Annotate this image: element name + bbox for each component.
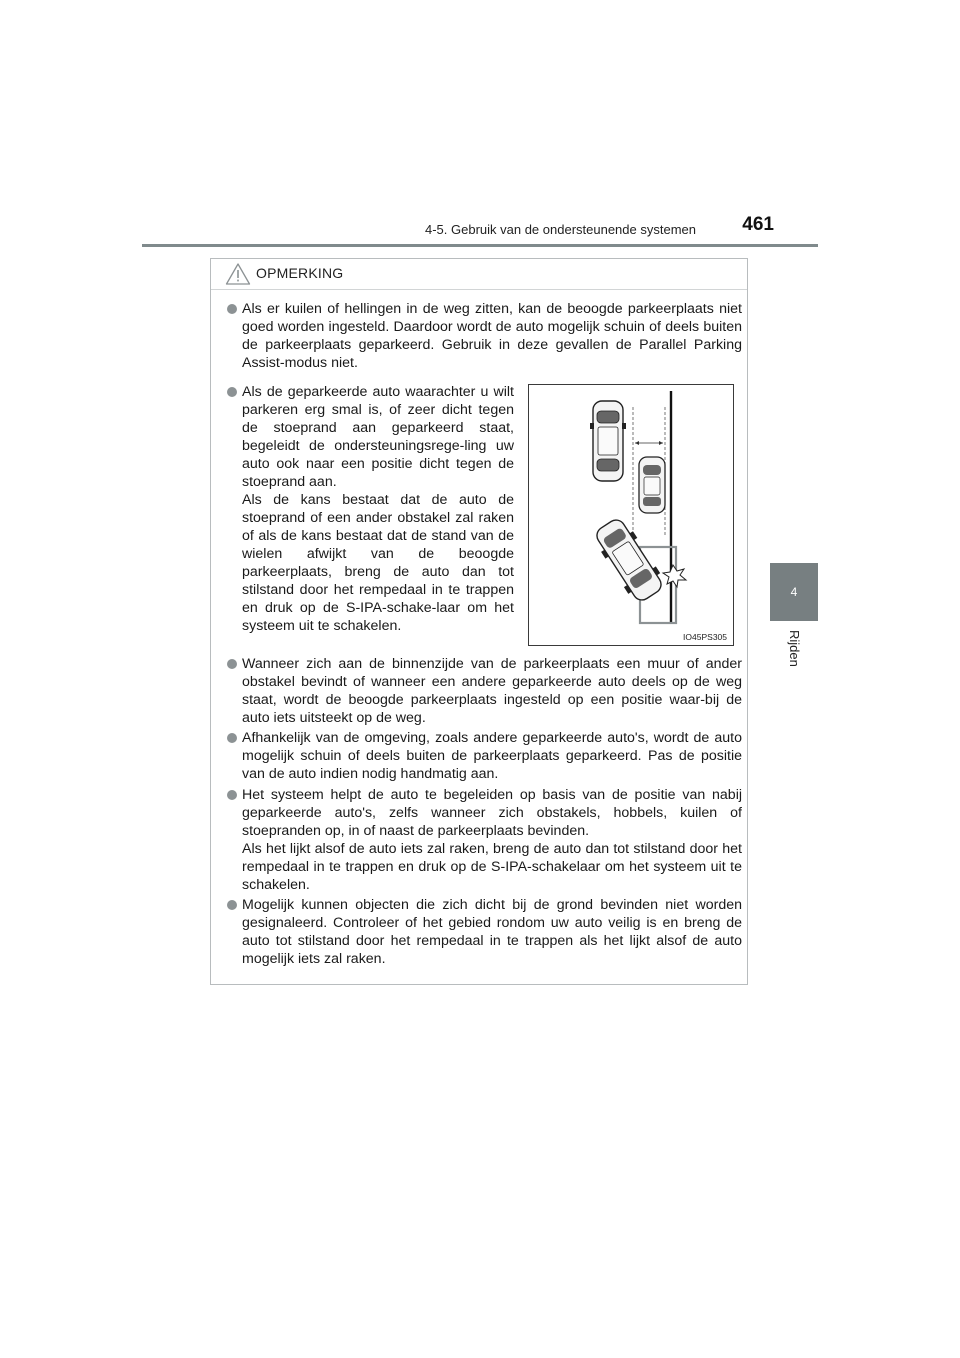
header-rule xyxy=(142,244,818,247)
notice-item xyxy=(242,896,742,968)
notice-item-text: Afhankelijk van de omgeving, zoals andere geparkeerde auto's, wordt de auto mogelijk schuin of deels buiten de parkeerplaats geparkeerd. Pas de positie van de auto indien nodig handmatig aan. xyxy=(242,730,742,782)
notice-item-text: Wanneer zich aan de binnenzijde van de parkeerplaats een muur of ander obstakel bevindt of wanneer een andere geparkeerde auto deels op de weg staat, wordt de beoogde parkeerplaats ingesteld op een positie waar-bij de auto iets uitsteekt op de weg. xyxy=(242,656,742,726)
bullet-icon xyxy=(227,304,237,314)
notice-item xyxy=(242,729,742,783)
notice-item xyxy=(242,300,742,372)
notice-item-text: Het systeem helpt de auto te begeleiden op basis van de positie van nabij geparkeerde auto's, zelfs wanneer zich obstakels, hobbels, kuilen of stoepranden op, in of naast de parkeerplaats bevinden. xyxy=(242,787,742,839)
bullet-icon xyxy=(227,387,237,397)
section-title: 4-5. Gebruik van de ondersteunende systemen xyxy=(424,222,696,237)
notice-box xyxy=(210,258,748,985)
notice-title: OPMERKING xyxy=(256,265,344,281)
chapter-tab: 4 xyxy=(770,563,818,621)
bullet-icon xyxy=(227,659,237,669)
maneuvering-car xyxy=(590,514,668,605)
warning-triangle-icon xyxy=(225,262,251,286)
chapter-label-text: Rijden xyxy=(787,630,802,667)
bullet-icon xyxy=(227,790,237,800)
parked-car-curb xyxy=(639,457,665,513)
chapter-label xyxy=(770,630,818,690)
page-header xyxy=(142,208,818,248)
bullet-icon xyxy=(227,733,237,743)
notice-item xyxy=(242,655,742,727)
notice-item-text-continued: Als de kans bestaat dat de auto de stoeprand of een ander obstakel zal raken of als de kans bestaat dat de stand van de wielen afwijkt van de beoogde parkeerplaats, breng de auto dan tot stilstand door het rempedaal in te trappen en druk op de S-IPA-schake-laar om het systeem uit te schakelen. xyxy=(242,492,514,634)
notice-item-text-continued: Als het lijkt alsof de auto iets zal raken, breng de auto dan tot stilstand door het rempedaal in te trappen en druk op de S-IPA-schakelaar om het systeem uit te schakelen. xyxy=(242,841,742,893)
collision-burst-icon xyxy=(663,565,686,587)
figure-code: IO45PS305 xyxy=(683,632,727,642)
parked-car-front xyxy=(590,401,626,481)
notice-header xyxy=(211,259,747,290)
bullet-icon xyxy=(227,900,237,910)
notice-item-text: Als er kuilen of hellingen in de weg zitten, kan de beoogde parkeerplaats niet goed worden ingesteld. Daardoor wordt de auto mogelijk schuin of deels buiten de parkeerplaats geparkeerd. Gebruik in deze gevallen de Parallel Parking Assist-modus niet. xyxy=(242,301,742,371)
notice-item xyxy=(242,383,514,635)
page-number: 461 xyxy=(742,214,774,235)
notice-item-text: Mogelijk kunnen objecten die zich dicht bij de grond bevinden niet worden gesignaleerd. Controleer of het gebied rondom uw auto veilig is en breng de auto tot stilstand door het rempedaal in te trappen als het lijkt alsof de auto mogelijk iets zal raken. xyxy=(242,897,742,967)
notice-item xyxy=(242,786,742,894)
parking-diagram xyxy=(529,385,733,645)
notice-item-text: Als de geparkeerde auto waarachter u wilt parkeren erg smal is, of zeer dicht tegen de stoeprand aan geparkeerd staat, begeleidt de ondersteuningsrege-ling uw auto ook naar een positie dicht tegen de stoeprand aan. xyxy=(242,384,514,490)
parking-illustration xyxy=(528,384,734,646)
